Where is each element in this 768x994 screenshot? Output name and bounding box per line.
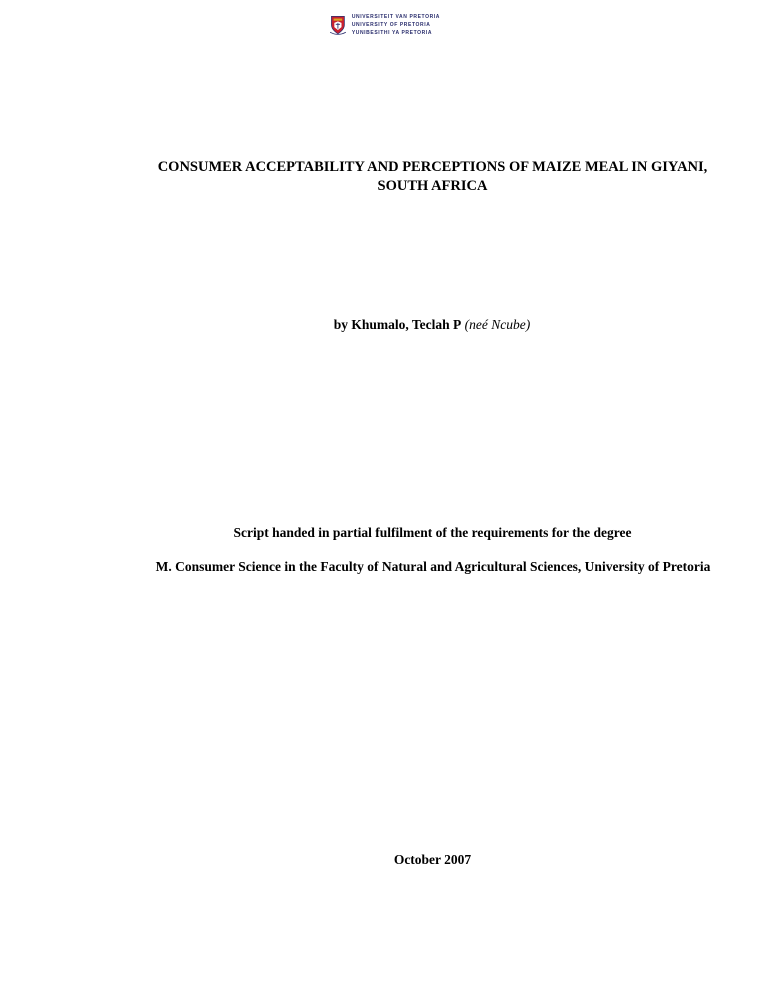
logo-line-sepedi: YUNIBESITHI YA PRETORIA [351, 29, 433, 36]
author-name: by Khumalo, Teclah P [333, 317, 462, 332]
degree-statement: M. Consumer Science in the Faculty of Natural and Agricultural Sciences, University of Pretoria [155, 559, 711, 574]
logo-line-afrikaans: UNIVERSITEIT VAN PRETORIA [351, 13, 440, 20]
university-logo [330, 8, 440, 42]
submission-date: October 2007 [393, 852, 472, 867]
submission-statement: Script handed in partial fulfilment of the requirements for the degree [233, 525, 632, 540]
thesis-title: CONSUMER ACCEPTABILITY AND PERCEPTIONS OF MAIZE MEAL IN GIYANI, SOUTH AFRICA [157, 159, 708, 194]
logo-line-english: UNIVERSITY OF PRETORIA [351, 21, 431, 28]
logo-text [352, 14, 440, 37]
author-line [0, 316, 768, 334]
author-maiden-name: (neé Ncube) [464, 317, 531, 332]
university-crest-icon [330, 11, 346, 39]
